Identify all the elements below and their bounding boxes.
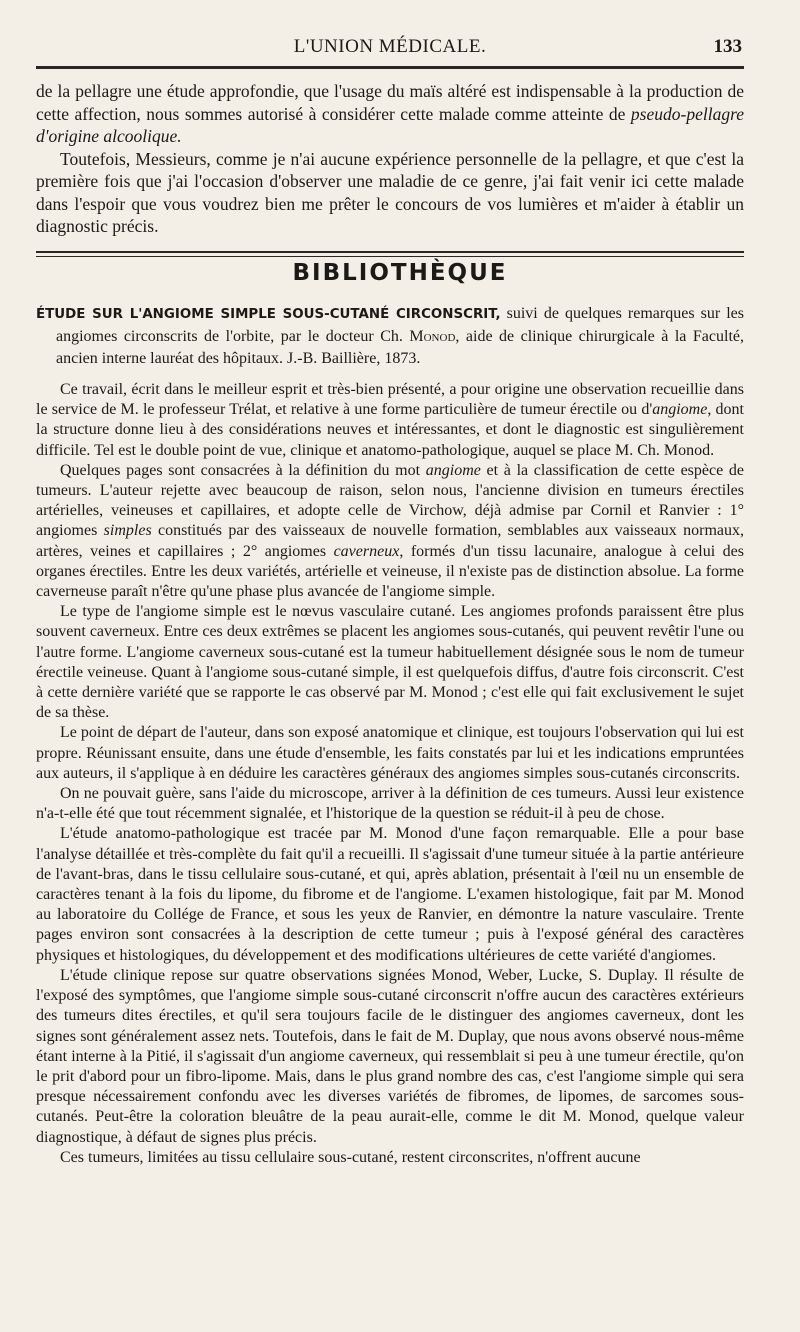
lecture-conclusion [36, 80, 744, 238]
citation-title: ÉTUDE SUR L'ANGIOME SIMPLE SOUS-CUTANÉ CIRCONSCRIT, [36, 307, 501, 322]
emphasis: pseudo-pellagre d'origine alcoolique. [36, 103, 744, 146]
book-review [36, 380, 744, 1168]
author-name: Monod [409, 328, 456, 345]
book-citation [36, 303, 744, 370]
citation-text [36, 303, 744, 370]
text: suivi de quelques remarques sur les angiomes circonscrits de l'orbite, par le docteur Ch. [56, 305, 744, 345]
page-header [36, 36, 744, 66]
section-rule-thin [36, 256, 744, 257]
paragraph: L'étude clinique repose sur quatre observations signées Monod, Weber, Lucke, S. Duplay. Il résulte de l'exposé des symptômes, que l'angiome simple sous-cutané circonscrit n'offre aucun des caractères extérieurs des tumeurs dites érectiles, et qu'il sera toujours facile de le distinguer des angiomes caverneux, dont les signes sont généralement assez nets. Toutefois, dans le fait de M. Duplay, que nous avons observé nous-même étant interne à la Pitié, il s'agissait d'un angiome caverneux, qui ressemblait si peu à une tumeur érectile, qu'on le prit d'abord pour un fibro-lipome. Mais, dans le plus grand nombre des cas, c'est l'angiome simple qui sera presque nécessairement confondu avec les diverses variétés de fibromes, de lipomes, de sarcomes sous-cutanés. Peut-être la coloration bleuâtre de la peau aurait-elle, comme le dit M. Monod, quelque valeur diagnostique, à défaut de signes plus précis. [36, 966, 744, 1146]
text: Ce travail, écrit dans le meilleur esprit et très-bien présenté, a pour origine une observation recueillie dans le service de M. le professeur Trélat, et relative à une forme particulière de tumeur érectile ou d' [36, 381, 744, 419]
text: , aide de clinique chirurgicale à la Faculté, ancien interne lauréat des hôpitaux. J.-B. Baillière, 1873. [56, 328, 744, 367]
paragraph: Ces tumeurs, limitées au tissu cellulaire sous-cutané, restent circonscrites, n'offrent aucune [60, 1148, 641, 1166]
paragraph [36, 380, 744, 461]
emphasis: angiome [425, 461, 481, 479]
emphasis: angiome [652, 401, 708, 419]
paragraph: L'étude anatomo-pathologique est tracée par M. Monod d'une façon remarquable. Elle a pour base l'analyse détaillée et très-complète du fait qu'il a recueilli. Il s'agissait d'une tumeur située à la partie antérieure de l'avant-bras, dans le tissu cellulaire sous-cutané, et qui, après ablation, présentait à l'œil nu un ensemble de caractères tenant à la fois du lipome, du fibrome et de l'angiome. L'examen histologique, fait par M. Monod au laboratoire du Collége de France, et sous les yeux de Ranvier, en démontre la nature vasculaire. Trente pages environ sont consacrées à la description de cette tumeur ; puis à l'exposé général des caractères physiques et histologiques, du développement et des modifications ultérieures de cette variété d'angiomes. [36, 825, 744, 964]
running-title: L'UNION MÉDICALE. [293, 36, 487, 57]
header-rule [36, 66, 744, 69]
emphasis: simples [103, 522, 152, 540]
text: de la pellagre une étude approfondie, que l'usage du maïs altéré est indispensable à la production de cette affection, nous sommes autorisé à considérer cette malade comme atteinte de [36, 81, 744, 124]
paragraph [36, 461, 744, 602]
text: et à la classification de cette espèce de tumeurs. L'auteur rejette avec beaucoup de raison, selon nous, l'ancienne division en tumeurs érectiles artérielles, veineuses et capillaires, et adopte celle de Virchow, déjà admise par Cornil et Ranvier : 1° angiomes [36, 461, 744, 540]
page-number: 133 [713, 36, 742, 57]
section-rule [36, 251, 744, 253]
emphasis: caverneux [333, 542, 400, 560]
text: Quelques pages sont consacrées à la définition du mot [60, 461, 426, 479]
paragraph [36, 80, 744, 148]
text: constitués par des vaisseaux de nouvelle formation, semblables aux vaisseaux normaux, artères, veines et capillaires ; 2° angiomes [36, 522, 744, 560]
text: , dont la structure donne lieu à des considérations neuves et intéressantes, et dont le diagnostic est singulièrement difficile. Tel est le double point de vue, clinique et anatomo-pathologique, auquel se place M. Ch. Monod. [36, 401, 744, 459]
paragraph: Le type de l'angiome simple est le nœvus vasculaire cutané. Les angiomes profonds paraissent être plus souvent caverneux. Entre ces deux extrêmes se placent les angiomes sous-cutanés, qui peuvent revêtir l'une ou l'autre forme. L'angiome caverneux sous-cutané est la tumeur habituellement désignée sous le nom de tumeur érectile veineuse. Quant à l'angiome sous-cutané simple, il est quelquefois diffus, d'autre fois circonscrit. C'est à cette dernière variété que se rapporte le cas observé par M. Monod ; c'est elle qui fait exclusivement le sujet de sa thèse. [36, 603, 744, 722]
paragraph: Toutefois, Messieurs, comme je n'ai aucune expérience personnelle de la pellagre, et que c'est la première fois que j'ai l'occasion d'observer une maladie de ce genre, j'ai fait venir ici cette malade dans l'espoir que vous voudrez bien me prêter le concours de vos lumières et m'aider à établir un diagnostic précis. [36, 148, 744, 236]
paragraph: On ne pouvait guère, sans l'aide du microscope, arriver à la définition de ces tumeurs. Aussi leur existence n'a-t-elle été que tout récemment signalée, et l'historique de la question se réduit-il à peu de chose. [36, 785, 744, 823]
text: , formés d'un tissu lacunaire, analogue à celui des organes érectiles. Entre les deux variétés, artérielle et veineuse, il n'existe pas de distinction absolue. La forme caverneuse paraît n'être qu'une phase plus avancée de l'angiome simple. [36, 542, 744, 601]
paragraph: Le point de départ de l'auteur, dans son exposé anatomique et clinique, est toujours l'observation qui lui est propre. Réunissant ensuite, dans une étude d'ensemble, les faits constatés par lui et les indications empruntées aux auteurs, il s'applique à en déduire les caractères généraux des angiomes simples sous-cutanés circonscrits. [36, 724, 744, 782]
section-title: BIBLIOTHÈQUE [292, 260, 508, 286]
